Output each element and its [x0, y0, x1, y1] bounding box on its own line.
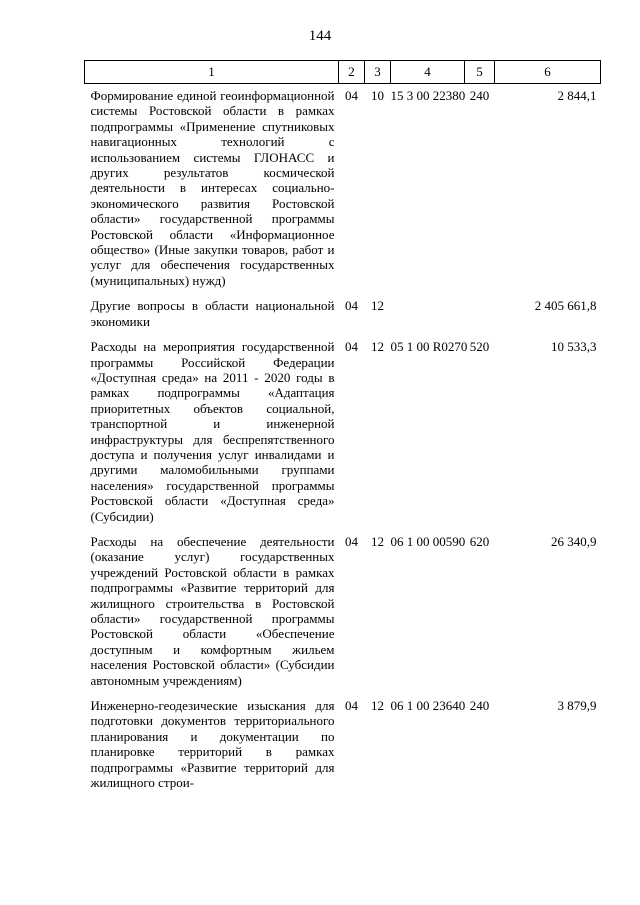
budget-table	[84, 60, 601, 796]
row-name: Формирование единой геоинформационной системы Ростовской области в рамках подпрограммы «Применение спутниковых навигационных технологий с использованием системы ГЛОНАСС и других результатов космической деятельности в интересах социально-экономического развития Ростовской области» государственной программы Ростовской области «Информационное общество» (Иные закупки товаров, работ и услуг для обеспечения государственных (муниципальных) нужд)	[90, 88, 335, 288]
header-col-6: 6	[495, 61, 601, 84]
header-col-2: 2	[339, 61, 365, 84]
row-target-code: 05 1 00 R0270	[390, 339, 468, 355]
row-section-code: 04	[345, 339, 358, 355]
row-amount: 10 533,3	[551, 339, 597, 355]
row-name: Другие вопросы в области национальной экономики	[90, 298, 335, 329]
page-number: 144	[308, 28, 332, 44]
row-expense-type	[465, 294, 495, 335]
row-amount: 2 405 661,8	[534, 298, 597, 314]
row-amount: 26 340,9	[551, 533, 597, 549]
row-subsection-code: 10	[371, 88, 384, 103]
header-col-3: 3	[365, 61, 391, 84]
header-col-5: 5	[465, 61, 495, 84]
row-amount: 2 844,1	[557, 88, 597, 103]
header-col-4: 4	[391, 61, 465, 84]
row-section-code: 04	[345, 533, 358, 549]
row-section-code: 04	[345, 88, 358, 103]
row-amount: 3 879,9	[557, 698, 597, 714]
table-header	[85, 61, 601, 84]
row-expense-type: 240	[469, 88, 490, 103]
table-row	[85, 294, 601, 335]
table-row	[85, 694, 601, 796]
row-expense-type: 240	[469, 698, 490, 714]
row-name: Расходы на мероприятия государственной программы Российской Федерации «Доступная среда» на 2011 - 2020 годы в рамках подпрограммы «Адаптация приоритетных объектов социальной, транспортной и инженерной инфраструктуры для беспрепятственного доступа и получения услуг инвалидами и другими маломобильными группами населения» государственной программы Ростовской области «Доступная среда» (Субсидии)	[90, 339, 335, 524]
table-row	[85, 335, 601, 530]
row-target-code	[391, 294, 465, 335]
row-target-code: 06 1 00 23640	[390, 698, 466, 714]
row-section-code: 04	[345, 298, 358, 314]
row-name: Инженерно-геодезические изыскания для подготовки документов территориального планирования и документации по планировке территорий в рамках подпрограммы «Развитие территорий для жилищного строи-	[90, 698, 335, 791]
table-body	[85, 84, 601, 797]
table-row	[85, 530, 601, 694]
row-target-code: 15 3 00 22380	[390, 88, 466, 103]
row-expense-type: 520	[469, 339, 490, 355]
row-section-code: 04	[345, 698, 358, 714]
header-col-1: 1	[85, 61, 339, 84]
row-subsection-code: 12	[371, 533, 384, 549]
row-subsection-code: 12	[371, 298, 384, 314]
row-expense-type: 620	[469, 533, 490, 549]
row-target-code: 06 1 00 00590	[390, 533, 466, 549]
row-subsection-code: 12	[371, 339, 384, 355]
row-name: Расходы на обеспечение деятельности (оказание услуг) государственных учреждений Ростовской области в рамках подпрограммы «Развитие территорий для жилищного строительства в Ростовской области» государственной программы Ростовской области «Обеспечение доступным и комфортным жильем населения Ростовской области» (Субсидии автономным учреждениям)	[90, 533, 335, 688]
row-subsection-code: 12	[371, 698, 384, 714]
table-row	[85, 84, 601, 295]
